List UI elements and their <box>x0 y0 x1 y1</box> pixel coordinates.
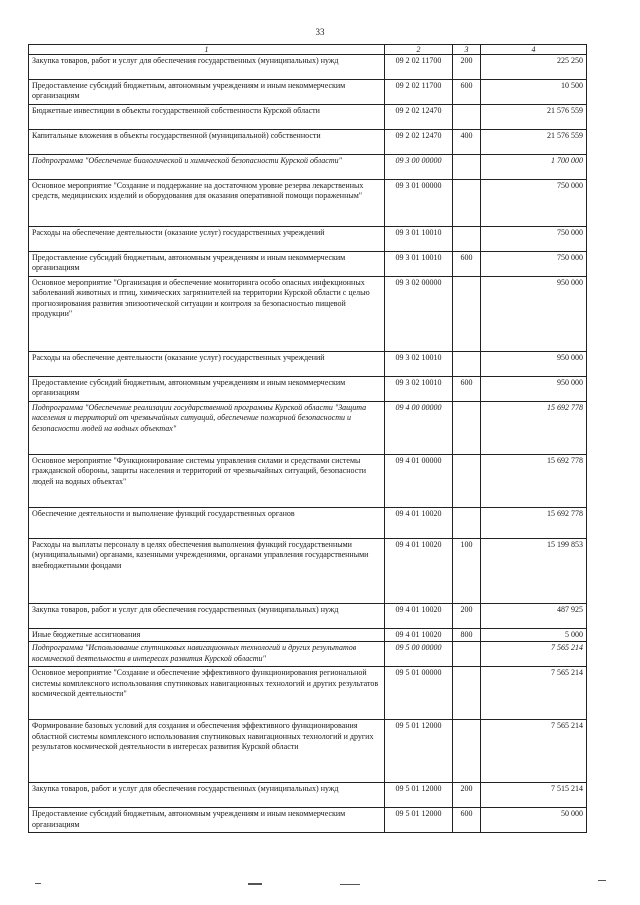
row-name-cell: Расходы на обеспечение деятельности (оказание услуг) государственных учреждений <box>29 227 385 252</box>
table-header-row <box>29 45 587 55</box>
table-row <box>29 155 587 180</box>
table-row <box>29 720 587 783</box>
row-code-cell: 09 4 00 00000 <box>385 402 453 455</box>
row-expense-type-cell <box>453 227 481 252</box>
table-row <box>29 55 587 80</box>
row-amount-cell: 50 000 <box>481 808 587 833</box>
row-amount-cell: 10 500 <box>481 80 587 105</box>
column-header-2: 2 <box>385 45 453 55</box>
row-code-cell: 09 4 01 10020 <box>385 604 453 629</box>
table-row <box>29 105 587 130</box>
row-amount-cell: 1 700 000 <box>481 155 587 180</box>
row-expense-type-cell <box>453 642 481 667</box>
table-row <box>29 808 587 833</box>
row-name-cell: Основное мероприятие "Создание и обеспечение эффективного функционирования региональной системы комплексного использования спутниковых навигационных технологий и других результатов космической деятельности" <box>29 667 385 720</box>
scan-artifact <box>35 883 41 884</box>
row-expense-type-cell: 600 <box>453 377 481 402</box>
row-name-cell: Предоставление субсидий бюджетным, автономным учреждениям и иным некоммерческим организациям <box>29 377 385 402</box>
row-code-cell: 09 4 01 10020 <box>385 629 453 642</box>
row-expense-type-cell <box>453 180 481 227</box>
row-amount-cell: 7 515 214 <box>481 783 587 808</box>
row-amount-cell: 15 692 778 <box>481 402 587 455</box>
row-code-cell: 09 2 02 12470 <box>385 130 453 155</box>
row-amount-cell: 7 565 214 <box>481 667 587 720</box>
row-expense-type-cell: 800 <box>453 629 481 642</box>
row-name-cell: Основное мероприятие "Создание и поддержание на достаточном уровне резерва лекарственных средств, медицинских изделий и оборудования для оказания оперативной помощи пораженным" <box>29 180 385 227</box>
row-amount-cell: 487 925 <box>481 604 587 629</box>
table-row <box>29 455 587 508</box>
table-row <box>29 252 587 277</box>
table-row <box>29 783 587 808</box>
row-amount-cell: 750 000 <box>481 180 587 227</box>
row-amount-cell: 21 576 559 <box>481 105 587 130</box>
table-row <box>29 377 587 402</box>
row-expense-type-cell <box>453 155 481 180</box>
row-amount-cell: 15 692 778 <box>481 455 587 508</box>
row-expense-type-cell: 100 <box>453 539 481 604</box>
row-expense-type-cell: 600 <box>453 80 481 105</box>
table-row <box>29 80 587 105</box>
row-code-cell: 09 4 01 00000 <box>385 455 453 508</box>
row-name-cell: Подпрограмма "Обеспечение биологической и химической безопасности Курской области" <box>29 155 385 180</box>
row-code-cell: 09 2 02 11700 <box>385 55 453 80</box>
row-expense-type-cell <box>453 667 481 720</box>
row-name-cell: Предоставление субсидий бюджетным, автономным учреждениям и иным некоммерческим организациям <box>29 808 385 833</box>
scan-artifact <box>598 880 606 881</box>
row-expense-type-cell: 400 <box>453 130 481 155</box>
row-name-cell: Обеспечение деятельности и выполнение функций государственных органов <box>29 508 385 539</box>
table-row <box>29 642 587 667</box>
row-code-cell: 09 3 02 10010 <box>385 352 453 377</box>
row-name-cell: Предоставление субсидий бюджетным, автономным учреждениям и иным некоммерческим организациям <box>29 80 385 105</box>
table-row <box>29 352 587 377</box>
row-expense-type-cell: 200 <box>453 604 481 629</box>
row-name-cell: Закупка товаров, работ и услуг для обеспечения государственных (муниципальных) нужд <box>29 604 385 629</box>
row-name-cell: Иные бюджетные ассигнования <box>29 629 385 642</box>
page-number: 33 <box>315 27 325 37</box>
column-header-4: 4 <box>481 45 587 55</box>
row-name-cell: Закупка товаров, работ и услуг для обеспечения государственных (муниципальных) нужд <box>29 55 385 80</box>
row-amount-cell: 950 000 <box>481 277 587 352</box>
row-name-cell: Предоставление субсидий бюджетным, автономным учреждениям и иным некоммерческим организациям <box>29 252 385 277</box>
row-amount-cell: 225 250 <box>481 55 587 80</box>
row-expense-type-cell: 600 <box>453 808 481 833</box>
row-code-cell: 09 4 01 10020 <box>385 508 453 539</box>
row-code-cell: 09 3 02 10010 <box>385 377 453 402</box>
row-amount-cell: 7 565 214 <box>481 642 587 667</box>
row-expense-type-cell: 600 <box>453 252 481 277</box>
row-expense-type-cell <box>453 508 481 539</box>
table-row <box>29 508 587 539</box>
table-row <box>29 402 587 455</box>
row-expense-type-cell: 200 <box>453 783 481 808</box>
row-expense-type-cell <box>453 277 481 352</box>
row-name-cell: Подпрограмма "Использование спутниковых навигационных технологий и других результатов космической деятельности в интересах развития Курской области" <box>29 642 385 667</box>
table-row <box>29 629 587 642</box>
row-code-cell: 09 2 02 11700 <box>385 80 453 105</box>
row-expense-type-cell <box>453 105 481 130</box>
row-expense-type-cell: 200 <box>453 55 481 80</box>
scan-artifact <box>340 884 360 885</box>
row-amount-cell: 15 692 778 <box>481 508 587 539</box>
row-amount-cell: 750 000 <box>481 252 587 277</box>
table-row <box>29 130 587 155</box>
row-code-cell: 09 5 01 12000 <box>385 783 453 808</box>
column-header-1: 1 <box>29 45 385 55</box>
row-code-cell: 09 5 01 12000 <box>385 808 453 833</box>
table-row <box>29 604 587 629</box>
row-amount-cell: 21 576 559 <box>481 130 587 155</box>
table-row <box>29 277 587 352</box>
row-amount-cell: 750 000 <box>481 227 587 252</box>
scan-artifact <box>248 883 262 885</box>
table-row <box>29 180 587 227</box>
row-amount-cell: 7 565 214 <box>481 720 587 783</box>
table-row <box>29 539 587 604</box>
row-code-cell: 09 3 02 00000 <box>385 277 453 352</box>
row-name-cell: Основное мероприятие "Организация и обеспечение мониторинга особо опасных инфекционных заболеваний животных и птиц, химических загрязнителей на территории Курской области с целью прогнозирования развития эпизоотической ситуации и контроля за безопасностью пищевой продукции" <box>29 277 385 352</box>
row-code-cell: 09 3 01 00000 <box>385 180 453 227</box>
row-name-cell: Формирование базовых условий для создания и обеспечения эффективного функционирования областной системы комплексного использования спутниковых навигационных технологий и других результатов космической деятельности в интересах развития Курской области <box>29 720 385 783</box>
row-amount-cell: 950 000 <box>481 352 587 377</box>
budget-table <box>28 44 587 833</box>
row-code-cell: 09 2 02 12470 <box>385 105 453 130</box>
row-expense-type-cell <box>453 402 481 455</box>
row-name-cell: Закупка товаров, работ и услуг для обеспечения государственных (муниципальных) нужд <box>29 783 385 808</box>
row-code-cell: 09 3 00 00000 <box>385 155 453 180</box>
column-header-3: 3 <box>453 45 481 55</box>
row-code-cell: 09 5 00 00000 <box>385 642 453 667</box>
row-name-cell: Капитальные вложения в объекты государственной (муниципальной) собственности <box>29 130 385 155</box>
row-expense-type-cell <box>453 455 481 508</box>
row-code-cell: 09 5 01 00000 <box>385 667 453 720</box>
row-amount-cell: 950 000 <box>481 377 587 402</box>
row-name-cell: Расходы на обеспечение деятельности (оказание услуг) государственных учреждений <box>29 352 385 377</box>
table-row <box>29 667 587 720</box>
row-code-cell: 09 3 01 10010 <box>385 227 453 252</box>
row-name-cell: Подпрограмма "Обеспечение реализации государственной программы Курской области "Защита населения и территорий от чрезвычайных ситуаций, обеспечение пожарной безопасности и безопасности людей на водных объектах" <box>29 402 385 455</box>
row-code-cell: 09 4 01 10020 <box>385 539 453 604</box>
row-expense-type-cell <box>453 720 481 783</box>
table-row <box>29 227 587 252</box>
row-amount-cell: 15 199 853 <box>481 539 587 604</box>
row-expense-type-cell <box>453 352 481 377</box>
row-amount-cell: 5 000 <box>481 629 587 642</box>
row-name-cell: Основное мероприятие "Функционирование системы управления силами и средствами системы гражданской обороны, защиты населения и территорий от чрезвычайных ситуаций, безопасности людей на водных объектах" <box>29 455 385 508</box>
row-code-cell: 09 3 01 10010 <box>385 252 453 277</box>
row-name-cell: Бюджетные инвестиции в объекты государственной собственности Курской области <box>29 105 385 130</box>
row-name-cell: Расходы на выплаты персоналу в целях обеспечения выполнения функций государственными (муниципальными) органами, казенными учреждениями, органами управления государственными внебюджетными фондами <box>29 539 385 604</box>
row-code-cell: 09 5 01 12000 <box>385 720 453 783</box>
